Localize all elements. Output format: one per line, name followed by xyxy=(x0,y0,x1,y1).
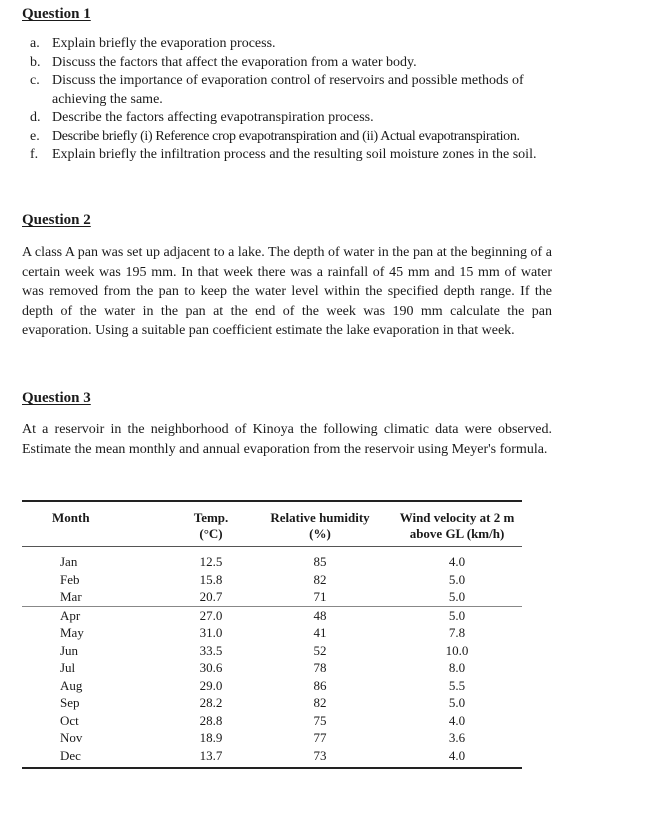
question-1-heading: Question 1 xyxy=(22,6,91,22)
table-row: Dec 13.7 73 4.0 xyxy=(60,747,466,763)
question-3-heading: Question 3 xyxy=(22,390,91,406)
table-row: Apr 27.0 48 5.0 xyxy=(22,606,522,624)
table-row: Jan 12.5 85 4.0 xyxy=(60,554,466,569)
table-row: Mar 20.7 71 5.0 xyxy=(60,589,466,604)
table-row: Sep 28.2 82 5.0 xyxy=(60,695,466,710)
question-2-body: A class A pan was set up adjacent to a lake. The depth of water in the pan at the beginning of a certain week was 195 mm. In that week there was a rainfall of 45 mm and 15 mm of water was removed from the pan to keep the water level within the specified depth range. If the depth of the water in the pan at the end of the week was 190 mm calculate the pan evaporation. Using a suitable pan coefficient estimate the lake evaporation in that week. xyxy=(22,245,552,338)
table-header-row xyxy=(22,501,522,547)
question-3-body: At a reservoir in the neighborhood of Kinoya the following climatic data were observed. Estimate the mean monthly and annual evaporation from the reservoir using Meyer's formula. xyxy=(22,422,552,457)
question-2-heading: Question 2 xyxy=(22,212,91,228)
question-1-item-b: b. Discuss the factors that affect the evaporation from a water body. xyxy=(30,54,417,70)
humidity-header: Relative humidity (%) xyxy=(248,501,392,547)
table-row: May 31.0 41 7.8 xyxy=(60,625,466,640)
table-row: Jun 33.5 52 10.0 xyxy=(60,642,469,658)
table-row: Oct 28.8 75 4.0 xyxy=(60,712,466,728)
table-row: Feb 15.8 82 5.0 xyxy=(60,571,466,587)
question-1-item-d: d. Describe the factors affecting evapotranspiration process. xyxy=(30,110,374,125)
question-1-list xyxy=(22,35,622,165)
table-row: Aug 29.0 86 5.5 xyxy=(60,677,466,693)
question-1-item-a: a. Explain briefly the evaporation process. xyxy=(30,36,276,51)
climatic-data-table xyxy=(22,500,522,769)
question-1-item-f: f. Explain briefly the infiltration process and the resulting soil moisture zones in the soil. xyxy=(30,147,537,162)
table-row: Nov 18.9 77 3.6 xyxy=(60,730,466,745)
question-1-item-c: c. Discuss the importance of evaporation control of reservoirs and possible methods of achieving the same. xyxy=(30,73,524,107)
wind-header: Wind velocity at 2 m above GL (km/h) xyxy=(392,501,522,547)
question-1-item-e: e. Describe briefly (i) Reference crop evapotranspiration and (ii) Actual evapotranspiration. xyxy=(30,128,520,144)
temp-header: Temp. (°C) xyxy=(174,501,248,547)
table-row: Jul 30.6 78 8.0 xyxy=(60,660,466,675)
month-header: Month xyxy=(22,501,174,547)
